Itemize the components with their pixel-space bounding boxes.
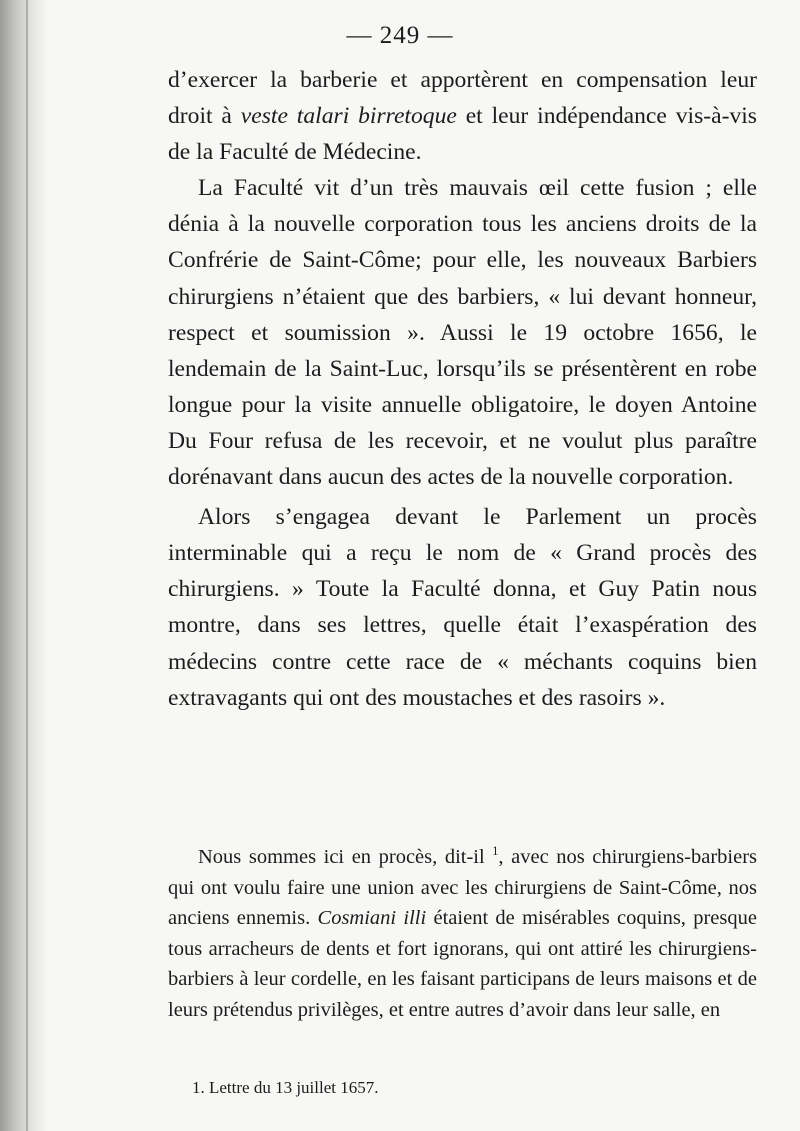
paragraph-1-text: d’exercer la barberie et apportèrent en compensation leur droit à <box>168 67 757 130</box>
paragraph-1-text-after: et leur indépendance vis-à-vis de la Faculté de Médecine. <box>168 103 757 166</box>
paragraph-3: Alors s’engagea devant le Parlement un procès interminable qui a reçu le nom de « Grand procès des chirurgiens. » Toute la Faculté donna, et Guy Patin nous montre, dans ses lettres, quelle était l’exaspération des médecins contre cette race de « méchants coquins bien extravagants qui ont des moustaches et des rasoirs ». <box>168 504 757 711</box>
footnote: 1. Lettre du 13 juillet 1657. <box>192 1078 379 1097</box>
quote-paragraph <box>168 842 757 1026</box>
quote-text-after: étaient de misérables coquins, presque tous arracheurs de dents et fort ignorans, qui ont attiré les chirurgiens-barbiers à leur cordelle, en les faisant participans de leurs maisons et de leurs prétendus privilèges, et entre autres d’avoir dans leur salle, en <box>168 907 757 1021</box>
paragraph-1 <box>168 62 757 170</box>
footnote-mark: 1 <box>492 844 499 859</box>
book-gutter <box>0 0 48 1131</box>
main-text <box>168 62 757 716</box>
quote-text-middle: , avec nos chirurgiens-barbiers qui ont voulu faire une union avec les chirurgiens de Saint-Côme, nos anciens ennemis. <box>168 846 757 930</box>
paragraph-1-italic: veste talari birretoque <box>240 103 457 130</box>
block-quote <box>168 842 757 1026</box>
page-number: — 249 — <box>346 22 454 49</box>
paragraph-2: La Faculté vit d’un très mauvais œil cette fusion ; elle dénia à la nouvelle corporation tous les anciens droits de la Confrérie de Saint-Côme; pour elle, les nouveaux Barbiers chirurgiens n’étaient que des barbiers, « lui devant honneur, respect et soumission ». Aussi le 19 octobre 1656, le lendemain de la Saint-Luc, lorsqu’ils se présentèrent en robe longue pour la visite annuelle obligatoire, le doyen Antoine Du Four refusa de les recevoir, et ne voulut plus paraître dorénavant dans aucun des actes de la nouvelle corporation. <box>168 175 757 491</box>
gutter-fold-line <box>26 0 28 1131</box>
quote-text-before: Nous sommes ici en procès, dit-il <box>198 846 485 868</box>
quote-italic: Cosmiani illi <box>317 907 427 930</box>
